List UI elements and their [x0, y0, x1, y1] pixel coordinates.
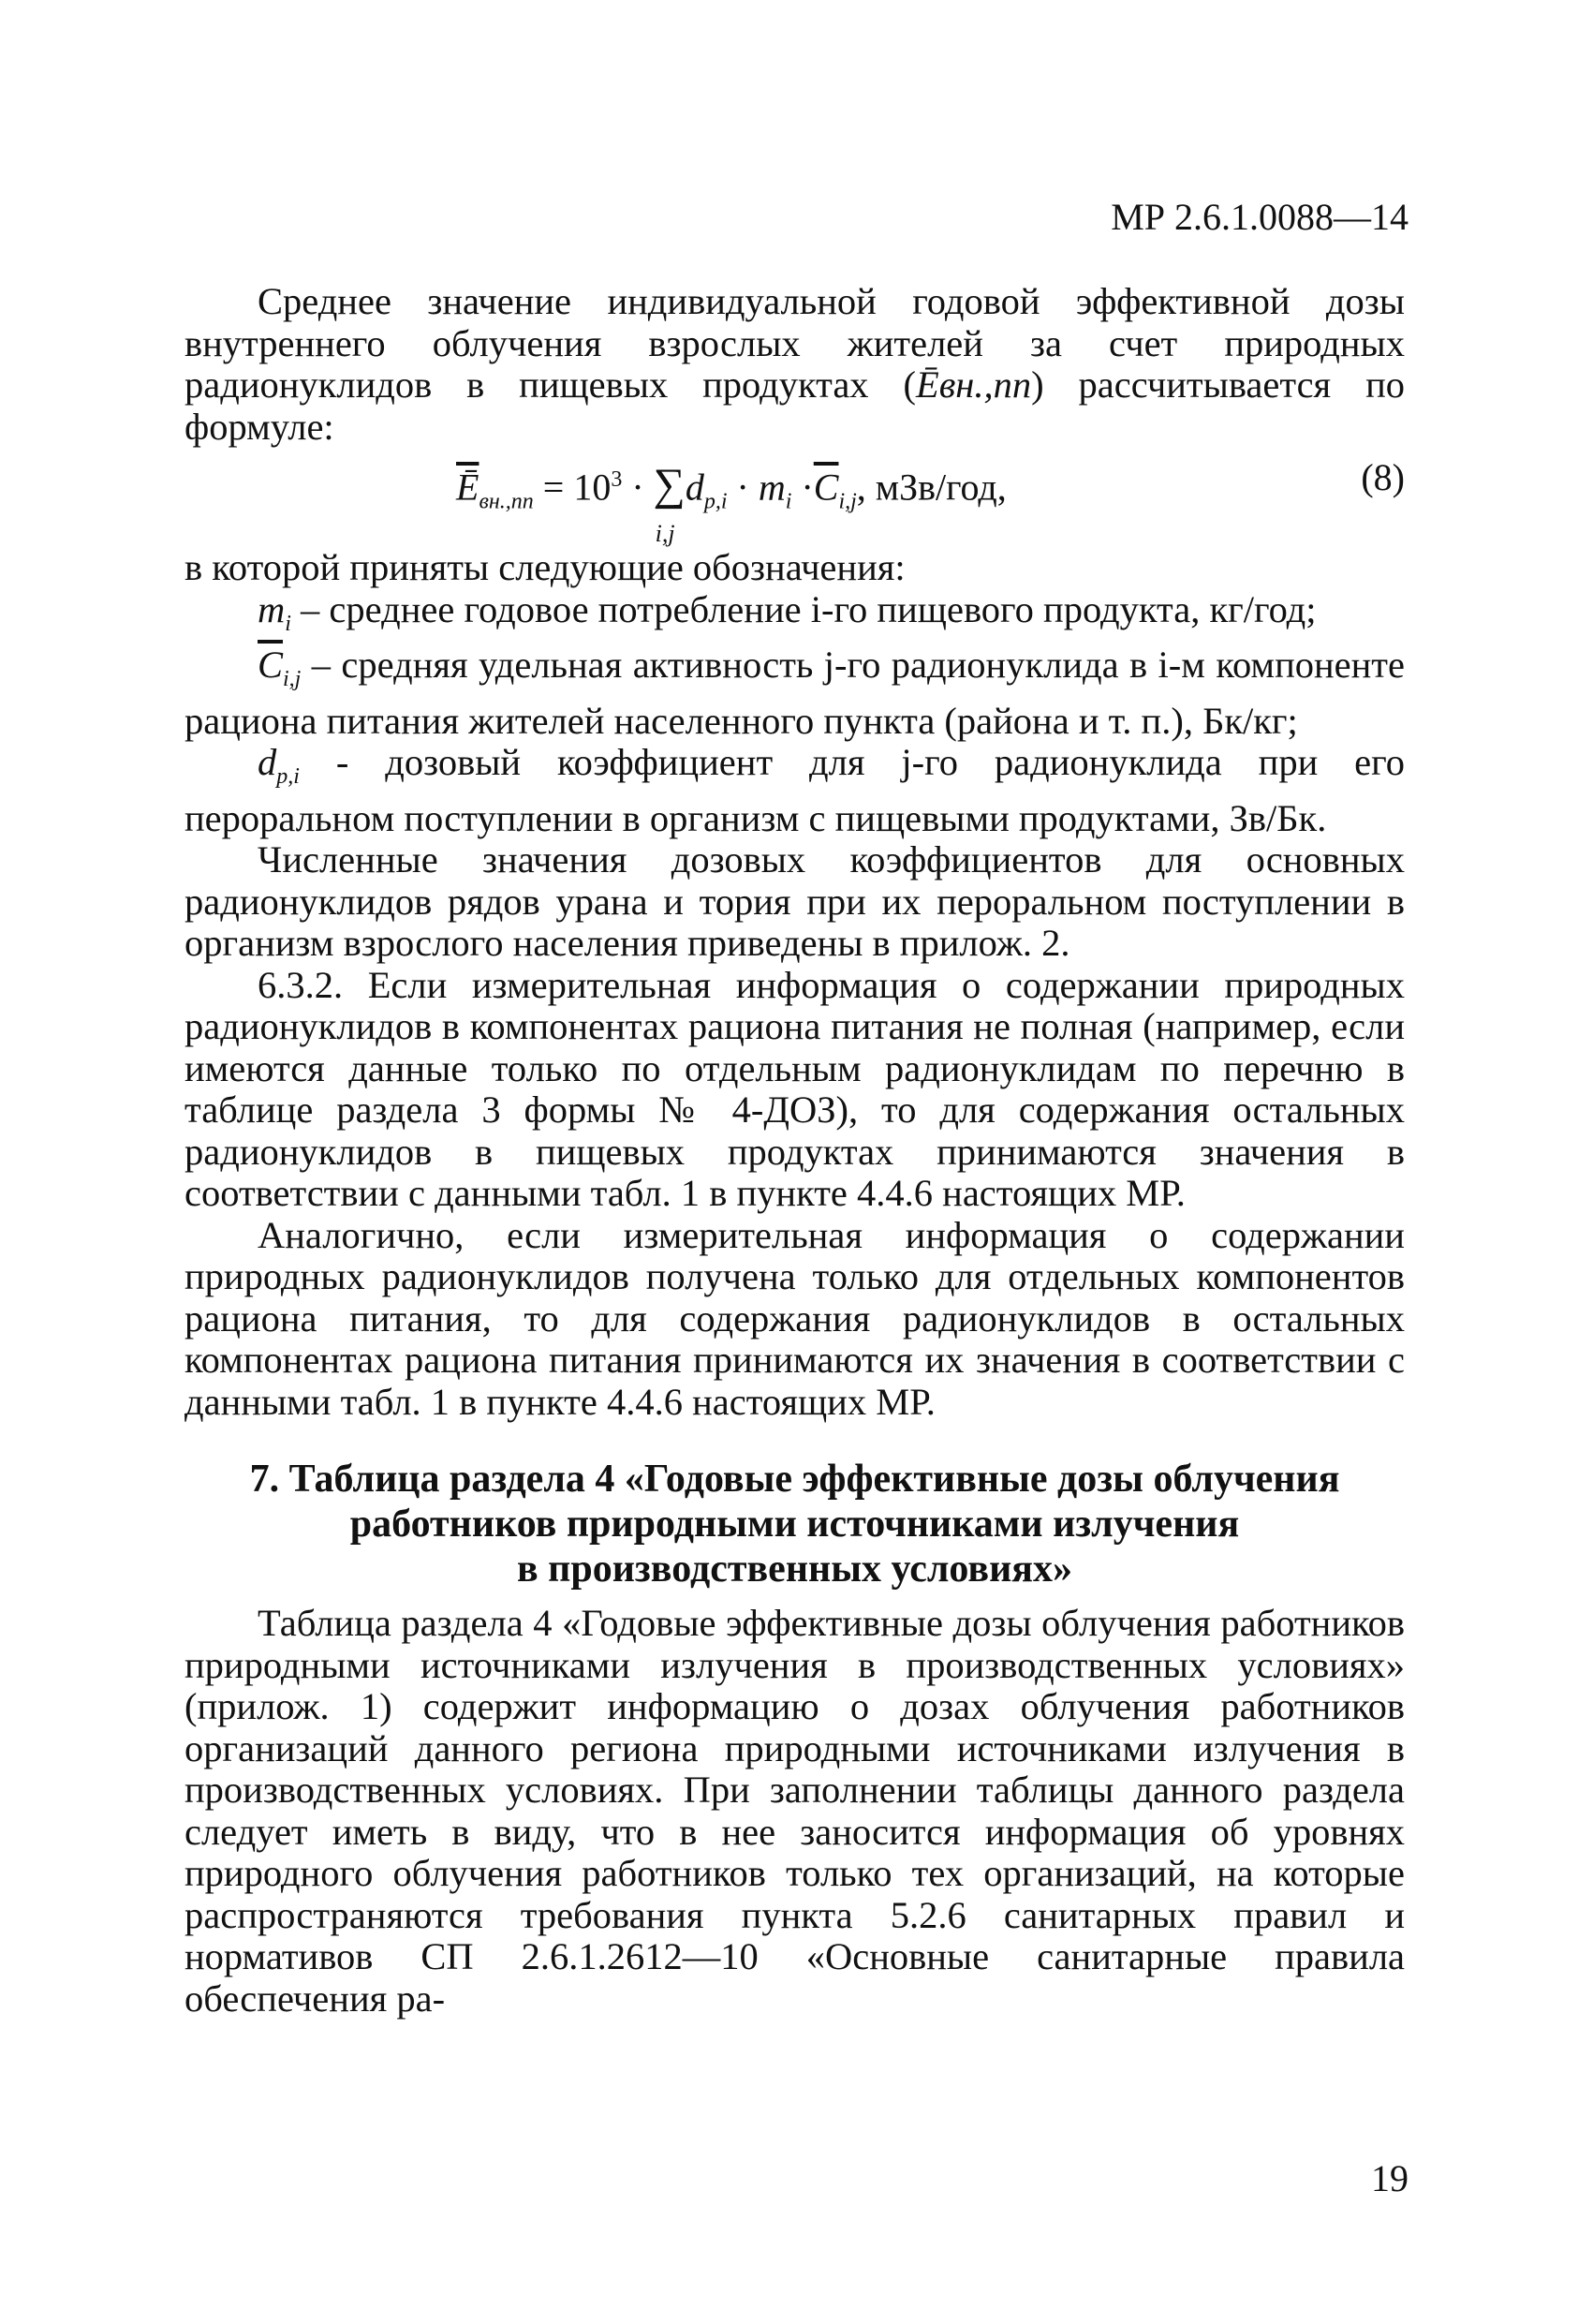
formula-m-sub: i [785, 489, 792, 514]
intro-tail: ) рассчитывается по формуле: [184, 363, 1405, 448]
formula-number: (8) [1361, 456, 1405, 498]
definitions-lead: в которой приняты следующие обозначения: [184, 546, 906, 588]
formula-d: d [685, 466, 704, 509]
formula-lhs-sub: вн.,пп [479, 489, 534, 514]
formula-equals: = 10 [533, 466, 612, 509]
heading-line-3: в производственных условиях» [516, 1547, 1072, 1591]
heading-line-1: 7. Таблица раздела 4 «Годовые эффективные дозы облучения [249, 1458, 1340, 1502]
paragraph-6-3-2: 6.3.2. Если измерительная информация о содержании природных радионуклидов в компонентах рациона питания не полная (например, если имеются данные только по отдельным радионуклидам по перечню в таблице раздела 3 формы № 4-ДОЗ), то для содержания остальных радионуклидов в пищевых продуктах принимаются значения в соответствии с данными табл. 1 в пункте 4.4.6 настоящих МР. [184, 963, 1405, 1215]
formula-d-sub: p,i [703, 489, 728, 514]
def-d-text: - дозовый коэффициент для j-го радионуклида при его пероральном поступлении в организм с пищевыми продуктами, Зв/Бк. [184, 741, 1405, 839]
formula-lhs: $\overline{Ē}$ [456, 466, 479, 509]
formula-dot2: · [727, 466, 759, 509]
def-m-sub: i [285, 611, 291, 636]
formula-units: , мЗв/год, [856, 466, 1007, 509]
intro-symbol: Ēвн.,пп [915, 363, 1032, 406]
intro-text: Среднее значение индивидуальной годовой эффективной дозы внутреннего облучения взрослых жителей за счет природных радионуклидов в пищевых продуктах ( [184, 280, 1405, 406]
formula-c-sub: i,j [838, 489, 857, 514]
page-number: 19 [1371, 2157, 1409, 2199]
def-d-sub: p,i [276, 764, 300, 790]
formula-c: $\overline{C}$ [813, 466, 839, 509]
definition-m [184, 589, 1405, 645]
document-body [184, 281, 1405, 2020]
def-m-text: – среднее годовое потребление i-го пищевого продукта, кг/год; [290, 587, 1317, 630]
paragraph-dose-coefficients: Численные значения дозовых коэффициентов для основных радионуклидов рядов урана и тория при их пероральном поступлении в организм взрослого населения приведены в прилож. 2. [184, 838, 1405, 965]
def-m-symbol: m [258, 587, 286, 630]
heading-line-2: работников природными источниками излучения [349, 1502, 1240, 1547]
section-7-heading [184, 1457, 1405, 1591]
def-c-sub: i,j [283, 667, 302, 692]
formula-sum [653, 460, 686, 548]
definition-c [184, 644, 1405, 742]
formula-expression [456, 457, 1007, 548]
sum-sign: ∑ [653, 460, 686, 511]
formula-8 [184, 453, 1405, 548]
formula-exp: 3 [611, 467, 623, 492]
def-d-symbol: d [258, 741, 277, 784]
def-c-symbol: $\overline{C}$ [258, 644, 284, 687]
section-7-paragraph: Таблица раздела 4 «Годовые эффективные дозы облучения работников природными источниками излучения в производственных условиях» (прилож. 1) содержит информацию о дозах облучения работников организаций данного региона природными источниками излучения в производственных условиях. При заполнении таблицы данного раздела следует иметь в виду, что в нее заносится информация об уровнях природного облучения работников только тех организаций, на которые распространяются требования пункта 5.2.6 санитарных правил и нормативов СП 2.6.1.2612—10 «Основные санитарные правила обеспечения ра- [184, 1602, 1405, 2020]
formula-m: m [758, 466, 786, 509]
formula-dot3: · [791, 466, 814, 509]
intro-paragraph [184, 281, 1405, 448]
formula-dot1: · [622, 466, 654, 509]
def-c-text: – средняя удельная активность j-го радионуклида в i-м компоненте рациона питания жителей населенного пункта (района и т. п.), Бк/кг; [184, 644, 1405, 742]
definition-d [184, 742, 1405, 839]
paragraph-similarly: Аналогично, если измерительная информация о содержании природных радионуклидов получена только для отдельных компонентов рациона питания, то для содержания радионуклидов в остальных компонентах рациона питания принимаются их значения в соответствии с данными табл. 1 в пункте 4.4.6 настоящих МР. [184, 1213, 1405, 1423]
document-code: МР 2.6.1.0088—14 [1111, 196, 1409, 238]
sum-index: i,j [655, 520, 675, 548]
